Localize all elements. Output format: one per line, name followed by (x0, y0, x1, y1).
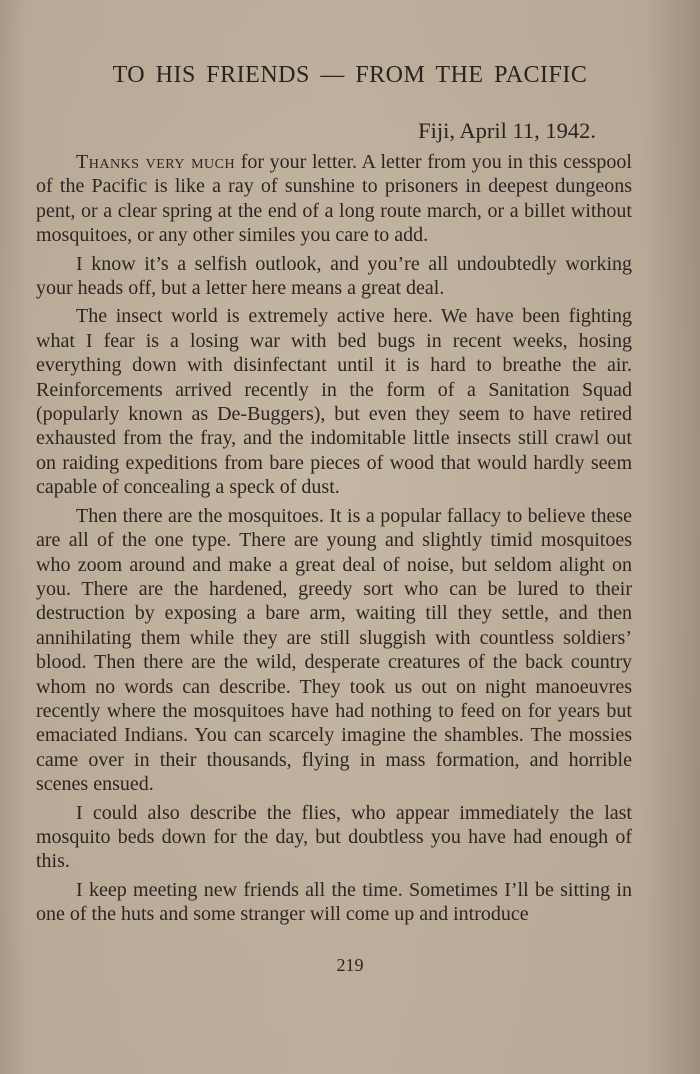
paragraph-1-text: for your letter. A letter from you in this cesspool of the Pacific is like a ray of sunshine to prisoners in deepest dungeons pent, or a clear spring at the end of a long route march, or a billet without mosquitoes, or any other similes you care to add. (36, 151, 632, 247)
opening-small-caps: Thanks very much (76, 151, 236, 173)
running-head: TO HIS FRIENDS — FROM THE PACIFIC (112, 62, 588, 88)
paragraph-5: I could also describe the flies, who appear immediately the last mosquito beds down for the day, but doubtless you have had enough of this. (36, 801, 632, 873)
page-number: 219 (336, 955, 364, 975)
paragraph-4: Then there are the mosquitoes. It is a popular fallacy to believe these are all of the one type. There are young and slightly timid mosquitoes who zoom around and make a great deal of noise, but seldom alight on you. There are the hardened, greedy sort who can be lured to their destruction by exposing a bare arm, waiting till they settle, and then annihilating them while they are still sluggish with countless soldiers’ blood. Then there are the wild, desperate creatures of the back country whom no words can describe. They took us out on night manoeuvres recently where the mosquitoes have had nothing to feed on for years but emaciated Indians. You can scarcely imagine the shambles. The mossies came over in their thousands, flying in mass formation, and horrible scenes ensued. (36, 504, 632, 796)
letter-dateline: Fiji, April 11, 1942. (418, 118, 596, 143)
paragraph-3: The insect world is extremely active here. We have been fighting what I fear is a losing war with bed bugs in recent weeks, hosing everything down with disinfectant until it is hard to breathe the air. Reinforcements arrived recently in the form of a Sanitation Squad (popularly known as De-Buggers), but even they seem to have retired exhausted from the fray, and the indomitable little insects still crawl out on raiding expeditions from bare pieces of wood that would hardly seem capable of concealing a speck of dust. (36, 305, 632, 499)
paragraph-6: I keep meeting new friends all the time. Sometimes I’ll be sitting in one of the huts and some stranger will come up and introduce (36, 878, 632, 926)
paragraph-1 (36, 150, 632, 248)
letter-body (36, 150, 632, 931)
paragraph-2: I know it’s a selfish outlook, and you’re all undoubtedly working your heads off, but a letter here means a great deal. (36, 252, 632, 300)
